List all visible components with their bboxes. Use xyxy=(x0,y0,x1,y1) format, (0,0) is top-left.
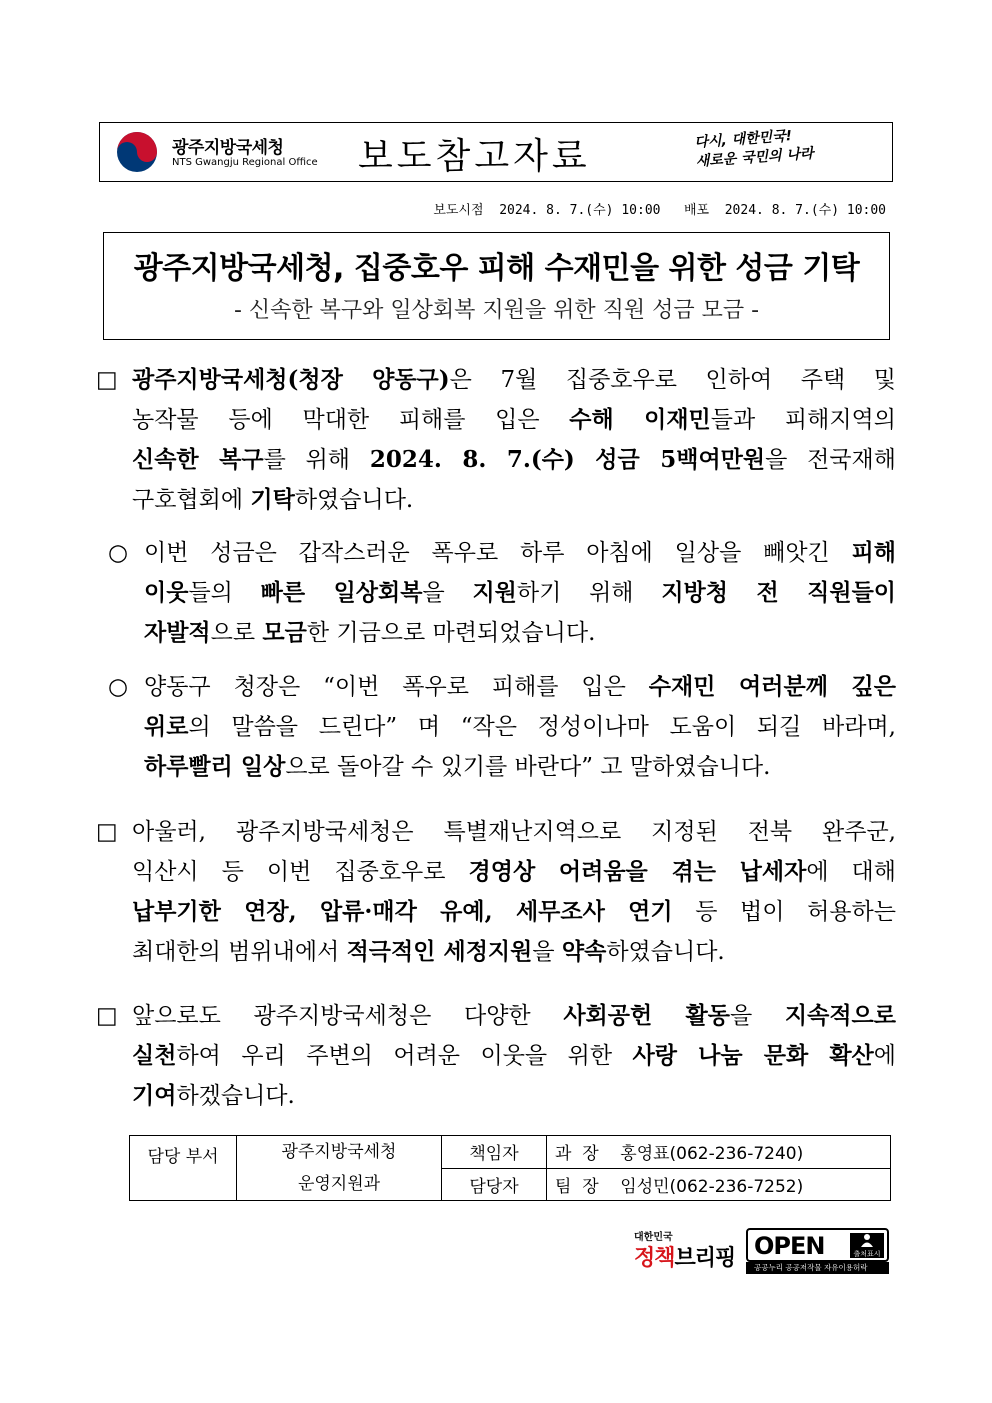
text: 하겠습니다. xyxy=(176,1083,295,1109)
kogl-open-license-logo xyxy=(746,1228,889,1276)
release-label: 보도시점 xyxy=(433,203,484,218)
slogan xyxy=(694,124,836,172)
text-bold: 약속 xyxy=(561,938,607,965)
text: 하기 위해 xyxy=(516,580,662,606)
text: 하였습니다. xyxy=(294,487,414,513)
briefing-logo-text xyxy=(634,1241,735,1272)
briefing-logo-red-text: 정책 xyxy=(634,1246,675,1271)
slogan-line-2: 새로운 국민의 나라 xyxy=(695,145,815,170)
text: 하여 우리 주변의 어려운 이웃을 위한 xyxy=(176,1043,633,1069)
contact-table xyxy=(129,1135,891,1201)
text-bold: 광주지방국세청(청장 양동구) xyxy=(132,366,450,393)
text-bold: 사랑 나눔 문화 확산 xyxy=(632,1042,874,1069)
text-bold: 납부기한 연장, 압류·매각 유예, 세무조사 연기 xyxy=(132,898,673,925)
main-title: 광주지방국세청, 집중호우 피해 수재민을 위한 성금 기탁 xyxy=(133,251,860,286)
text-bold: 기여 xyxy=(132,1082,177,1109)
contact-person: 과 장 홍영표(062-236-7240) xyxy=(547,1136,891,1169)
document-type-title: 보도참고자료 xyxy=(358,136,591,177)
briefing-logo-black-text: 브리핑 xyxy=(674,1246,736,1271)
slogan-line-1: 다시, 대한민국! xyxy=(693,128,793,151)
square-bullet: □ xyxy=(96,367,118,393)
attribution-type-icon xyxy=(850,1233,884,1258)
text-bold: 수해 이재민 xyxy=(569,406,711,433)
text: 들과 피해지역의 xyxy=(710,407,896,433)
text-bold: 실천 xyxy=(132,1042,177,1069)
policy-briefing-logo xyxy=(634,1228,738,1276)
org-name: 광주지방국세청 xyxy=(172,138,284,158)
text-bold: 모금 xyxy=(262,619,307,646)
text: 하였습니다. xyxy=(606,939,725,965)
table-row xyxy=(130,1136,891,1169)
text-bold: 사회공헌 활동 xyxy=(563,1002,730,1029)
circle-bullet: ○ xyxy=(108,540,129,566)
release-info xyxy=(433,199,886,218)
open-logo-bar: 공공누리 공공저작물 자유이용허락 xyxy=(746,1262,889,1274)
square-bullet: □ xyxy=(96,819,118,845)
paragraph-3 xyxy=(108,667,896,787)
text-bold: 피해 xyxy=(851,539,896,566)
open-logo-box xyxy=(746,1228,889,1262)
circle-bullet: ○ xyxy=(108,674,129,700)
text: 익산시 등 이번 집중호우로 xyxy=(132,859,469,885)
text: 들의 xyxy=(188,580,261,606)
distribution-datetime: 2024. 8. 7.(수) 10:00 xyxy=(724,203,886,218)
text-bold: 자발적 xyxy=(144,619,211,646)
text: 을 xyxy=(532,939,562,965)
text: 최대한의 범위내에서 xyxy=(132,939,347,965)
text: 구호협회에 xyxy=(132,487,251,513)
paragraph-1 xyxy=(96,360,896,520)
paragraph-5 xyxy=(96,996,896,1116)
text: 농작물 등에 막대한 피해를 입은 xyxy=(132,407,570,433)
text: 의 말씀을 드린다” 며 “작은 정성이나마 도움이 되길 바라며, xyxy=(188,714,896,740)
dept-line-2: 운영지원과 xyxy=(297,1174,381,1194)
text-bold: 2024. 8. 7.(수) 성금 5백여만원 xyxy=(369,446,766,473)
distribution-label: 배포 xyxy=(683,203,710,218)
paragraph-2 xyxy=(108,533,896,653)
text: 를 위해 xyxy=(263,447,370,473)
square-bullet: □ xyxy=(96,1003,118,1029)
text-bold: 하루빨리 일상 xyxy=(144,753,286,780)
dept-line-1: 광주지방국세청 xyxy=(281,1142,397,1162)
text: 에 xyxy=(873,1043,896,1069)
text: 양동구 청장은 “이번 폭우로 피해를 입은 xyxy=(144,674,649,700)
text: 으로 xyxy=(210,620,263,646)
text: 은 7월 집중호우로 인하여 주택 및 xyxy=(449,367,896,393)
contact-role: 담당자 xyxy=(442,1168,547,1201)
text-bold: 수재민 여러분께 깊은 xyxy=(648,673,896,700)
paragraph-4 xyxy=(96,812,896,972)
attribution-type-label: 출처표시 xyxy=(853,1250,881,1258)
header-box xyxy=(99,122,893,182)
text: 아울러, 광주지방국세청은 특별재난지역으로 지정된 전북 완주군, xyxy=(132,819,896,845)
text-bold: 기탁 xyxy=(250,486,295,513)
release-datetime: 2024. 8. 7.(수) 10:00 xyxy=(499,203,661,218)
title-box xyxy=(103,232,890,340)
text: 으로 돌아갈 수 있기를 바란다” 고 말하였습니다. xyxy=(285,754,771,780)
text-bold: 지방청 전 직원들이 xyxy=(661,579,896,606)
text: 을 전국재해 xyxy=(765,447,896,473)
sub-title: - 신속한 복구와 일상회복 지원을 위한 직원 성금 모금 - xyxy=(233,298,760,323)
contact-role: 책임자 xyxy=(442,1136,547,1169)
text: 에 대해 xyxy=(806,859,896,885)
text-bold: 신속한 복구 xyxy=(132,446,264,473)
text: 등 법이 허용하는 xyxy=(672,899,896,925)
text: 앞으로도 광주지방국세청은 다양한 xyxy=(132,1003,564,1029)
nts-emblem-icon xyxy=(116,131,158,173)
text: 이번 성금은 갑작스러운 폭우로 하루 아침에 일상을 빼앗긴 xyxy=(144,540,852,566)
person-icon xyxy=(860,1233,874,1247)
text-bold: 적극적인 세정지원 xyxy=(346,938,533,965)
text-bold: 지속적으로 xyxy=(784,1002,896,1029)
dept-label: 담당 부서 xyxy=(130,1136,237,1201)
text: 을 xyxy=(730,1003,785,1029)
org-name-english: NTS Gwangju Regional Office xyxy=(172,157,318,168)
briefing-logo-small-text: 대한민국 xyxy=(634,1232,673,1243)
open-logo-text: OPEN xyxy=(754,1232,825,1260)
text-bold: 지원 xyxy=(472,579,517,606)
dept-name xyxy=(237,1136,442,1201)
text-bold: 이웃 xyxy=(144,579,189,606)
text: 한 기금으로 마련되었습니다. xyxy=(306,620,596,646)
text-bold: 경영상 어려움을 겪는 납세자 xyxy=(468,858,807,885)
text-bold: 빠른 일상회복 xyxy=(260,579,423,606)
text-bold: 위로 xyxy=(144,713,189,740)
text: 을 xyxy=(422,580,473,606)
contact-person: 팀 장 임성민(062-236-7252) xyxy=(547,1168,891,1201)
